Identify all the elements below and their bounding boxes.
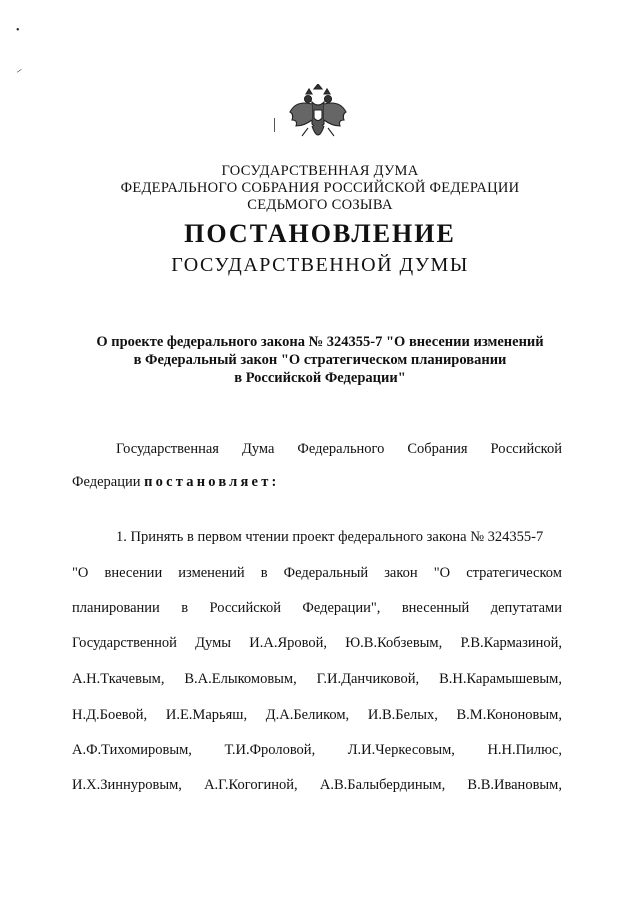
deputy-name: И.Е.Марьяш, [165, 707, 248, 723]
header-line-duma: ГОСУДАРСТВЕННАЯ ДУМА [221, 163, 419, 179]
issuer-header [0, 163, 640, 214]
deputy-name: Т.И.Фроловой, [224, 742, 316, 758]
clause-word: Федерации", [302, 600, 381, 616]
deputy-name: Н.Н.Пилюс, [487, 742, 562, 758]
subject-line-1: О проекте федерального закона № 324355-7 "О внесении изменений [96, 334, 544, 350]
deputy-name: А.Г.Когогиной, [204, 777, 298, 793]
clause-word: Федеральный [283, 565, 369, 581]
clause-word: внесении [104, 565, 163, 581]
scan-artifact-dot: • [16, 25, 20, 36]
deputy-name: В.Н.Карамышевым, [439, 671, 562, 687]
deputy-name: Л.И.Черкесовым, [347, 742, 455, 758]
preamble-word: Дума [241, 441, 275, 457]
clause-word: "О [72, 565, 89, 581]
deputy-name: Ю.В.Кобзевым, [345, 635, 443, 651]
preamble-line-2 [72, 472, 280, 492]
clause-word: в [260, 565, 268, 581]
deputy-name: И.Х.Зиннуровым, [72, 777, 182, 793]
clause-1-line-7 [72, 740, 562, 760]
clause-word: "О [433, 565, 451, 581]
deputy-name: Д.А.Беликом, [265, 707, 350, 723]
clause-1-line-5 [72, 669, 562, 689]
clause-word: Российской [209, 600, 281, 616]
scan-artifact-dash: – [14, 64, 25, 77]
preamble-word: Федерации [72, 474, 141, 490]
clause-word: закон [384, 565, 418, 581]
deputy-name: В.В.Ивановым, [467, 777, 562, 793]
preamble-word: Федерального [297, 441, 385, 457]
clause-word: Думы [195, 635, 231, 651]
clause-1-line-3 [72, 598, 562, 618]
scan-artifact-tick [274, 118, 275, 132]
clause-1-line-4 [72, 633, 562, 653]
subject-line-3: в Российской Федерации" [234, 370, 406, 386]
preamble-word: Собрания [407, 441, 468, 457]
deputy-name: А.Ф.Тихомировым, [72, 742, 192, 758]
clause-1-line-6 [72, 705, 562, 725]
deputy-name: И.А.Яровой, [249, 635, 327, 651]
preamble-word: Российской [490, 441, 562, 457]
deputy-name: А.Н.Ткачевым, [72, 671, 165, 687]
deputy-name: Н.Д.Боевой, [72, 707, 148, 723]
preamble-word: Государственная [116, 441, 219, 457]
document-type-title: ПОСТАНОВЛЕНИЕ [184, 219, 456, 248]
deputy-name: В.М.Кононовым, [456, 707, 562, 723]
document-type-subtitle: ГОСУДАРСТВЕННОЙ ДУМЫ [171, 254, 469, 276]
clause-word: планировании [72, 600, 160, 616]
deputy-name: Р.В.Кармазиной, [460, 635, 562, 651]
header-line-federal-assembly: ФЕДЕРАЛЬНОГО СОБРАНИЯ РОССИЙСКОЙ ФЕДЕРАЦИИ [120, 180, 520, 196]
clause-word: Государственной [72, 635, 177, 651]
preamble-line-1 [116, 439, 562, 459]
subject-line-2: в Федеральный закон "О стратегическом планировании [133, 352, 507, 368]
deputy-name: И.В.Белых, [367, 707, 438, 723]
clause-word: в [181, 600, 189, 616]
deputy-name: А.В.Балыбердиным, [319, 777, 446, 793]
clause-word: внесенный [401, 600, 470, 616]
deputy-name: Г.И.Данчиковой, [316, 671, 420, 687]
deputy-name: В.А.Елыкомовым, [184, 671, 297, 687]
clause-word: изменений [178, 565, 245, 581]
clause-1-line-8 [72, 775, 562, 795]
document-subject [40, 333, 600, 387]
clause-1-line-2 [72, 563, 562, 583]
coat-of-arms-icon [286, 84, 350, 154]
header-line-convocation: СЕДЬМОГО СОЗЫВА [247, 197, 393, 213]
decision-verb: постановляет: [144, 474, 280, 490]
clause-word: депутатами [490, 600, 562, 616]
clause-1-line-1: 1. Принять в первом чтении проект федерального закона № 324355-7 [116, 529, 544, 545]
clause-word: стратегическом [466, 565, 562, 581]
